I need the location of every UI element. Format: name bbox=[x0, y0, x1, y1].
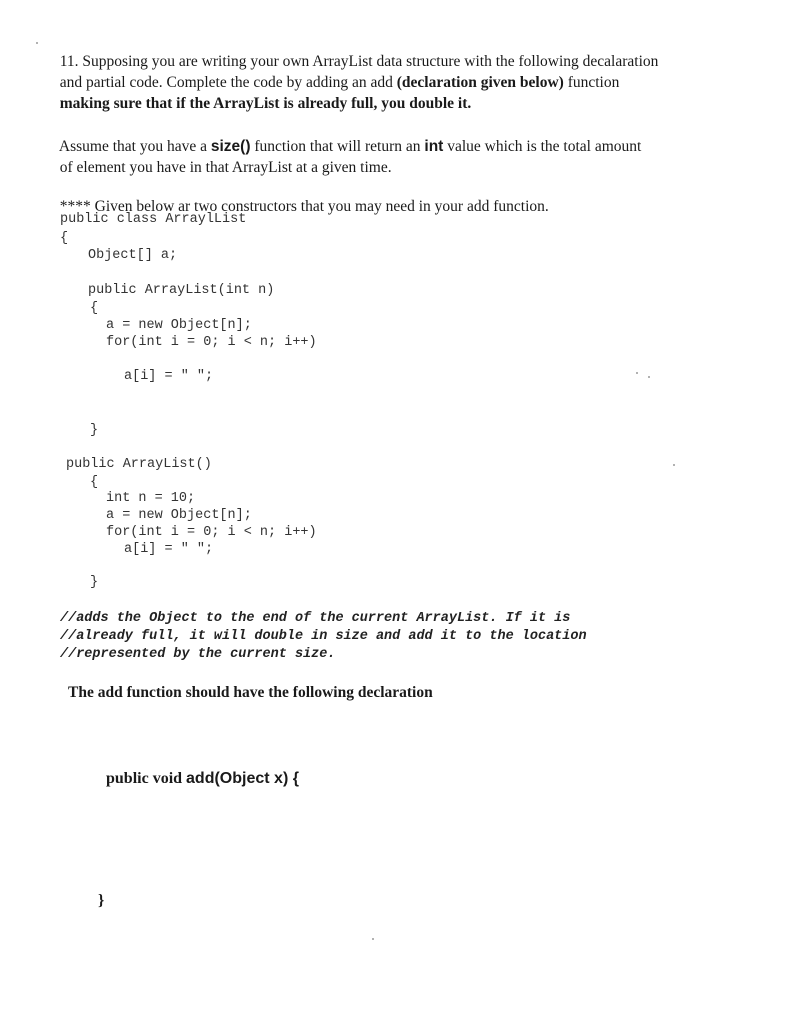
code-ctor2-line-1: int n = 10; bbox=[106, 491, 196, 506]
code-ctor2-close-brace: } bbox=[90, 575, 99, 590]
assumption-line-1: Assume that you have a size() function that will return an int value which is the total amount bbox=[58, 138, 642, 155]
scan-speck bbox=[648, 376, 650, 378]
code-ctor1-close-brace: } bbox=[90, 423, 99, 438]
comment-line-3: //represented by the current size. bbox=[60, 647, 336, 662]
add-function-signature: public void add(Object x) { bbox=[106, 770, 299, 787]
code-ctor2-open-brace: { bbox=[90, 475, 99, 490]
question-line-3: making sure that if the ArrayList is already full, you double it. bbox=[59, 95, 472, 112]
code-ctor2-line-2: a = new Object[n]; bbox=[106, 508, 252, 523]
code-ctor2-line-3: for(int i = 0; i < n; i++) bbox=[106, 525, 317, 540]
code-ctor1-line-3: a[i] = " "; bbox=[124, 369, 214, 384]
declaration-heading: The add function should have the following declaration bbox=[68, 684, 433, 701]
code-ctor1-open-brace: { bbox=[90, 301, 99, 316]
scan-speck bbox=[673, 464, 675, 466]
code-ctor1-signature: public ArrayList(int n) bbox=[88, 283, 275, 298]
scan-speck bbox=[372, 938, 374, 940]
question-line-2: and partial code. Complete the code by adding an add (declaration given below) function bbox=[59, 74, 620, 91]
code-class-declaration: public class ArraylList bbox=[60, 212, 247, 227]
code-ctor1-line-1: a = new Object[n]; bbox=[106, 318, 252, 333]
constructors-note: **** Given below ar two constructors that you may need in your add function. bbox=[59, 198, 549, 215]
code-ctor1-line-2: for(int i = 0; i < n; i++) bbox=[106, 335, 317, 350]
scan-speck bbox=[36, 42, 38, 44]
code-class-open-brace: { bbox=[60, 231, 69, 246]
code-ctor2-signature: public ArrayList() bbox=[66, 457, 212, 472]
code-ctor2-line-4: a[i] = " "; bbox=[124, 542, 214, 557]
code-field-declaration: Object[] a; bbox=[88, 248, 178, 263]
comment-line-1: //adds the Object to the end of the current ArrayList. If it is bbox=[60, 611, 571, 626]
question-line-1: 11. Supposing you are writing your own ArrayList data structure with the following decalaration bbox=[59, 53, 659, 70]
scan-speck bbox=[636, 372, 638, 374]
comment-line-2: //already full, it will double in size and add it to the location bbox=[60, 629, 587, 644]
add-function-close-brace: } bbox=[98, 892, 105, 909]
assumption-line-2: of element you have in that ArrayList at a given time. bbox=[59, 159, 392, 176]
